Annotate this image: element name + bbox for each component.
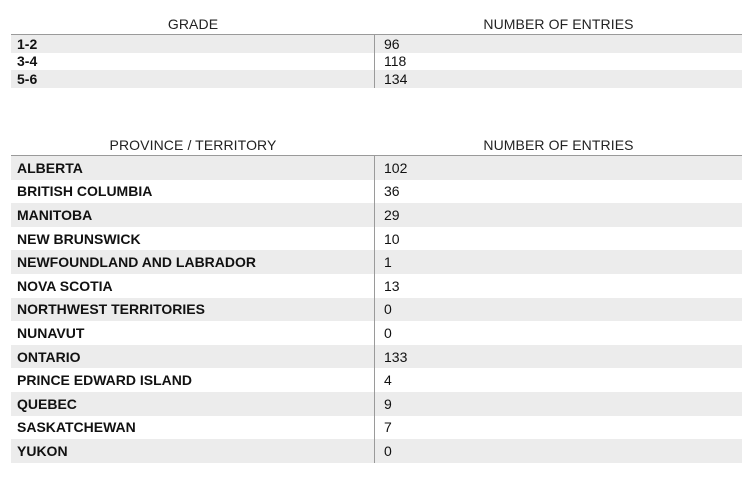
- table-row: [11, 345, 742, 369]
- table-row: [11, 274, 742, 298]
- table-row: [11, 227, 742, 251]
- row-value: 0: [384, 301, 392, 318]
- table-row: [11, 392, 742, 416]
- grade-table-header: [11, 13, 742, 35]
- table-row: [11, 298, 742, 322]
- row-value: 29: [384, 206, 400, 223]
- row-label: SASKATCHEWAN: [11, 416, 375, 440]
- table-row: [11, 250, 742, 274]
- row-label: NUNAVUT: [11, 321, 375, 345]
- row-value: 4: [384, 372, 392, 389]
- grade-column-header: GRADE: [167, 16, 219, 32]
- table-row: [11, 368, 742, 392]
- row-label: PRINCE EDWARD ISLAND: [11, 368, 375, 392]
- province-table: [11, 134, 742, 463]
- row-label: BRITISH COLUMBIA: [11, 180, 375, 204]
- row-value: 9: [384, 395, 392, 412]
- row-value: 133: [384, 348, 408, 365]
- table-row: [11, 416, 742, 440]
- row-label: 1-2: [11, 35, 375, 53]
- table-row: [11, 156, 742, 180]
- table-row: [11, 321, 742, 345]
- row-label: 5-6: [11, 70, 375, 88]
- table-row: [11, 203, 742, 227]
- row-value: 102: [384, 159, 408, 176]
- row-value: 0: [384, 442, 392, 459]
- row-value: 1: [384, 254, 392, 271]
- row-value: 36: [384, 183, 400, 200]
- table-row: [11, 53, 742, 71]
- row-value: 10: [384, 230, 400, 247]
- row-label: ALBERTA: [11, 156, 375, 180]
- row-value: 13: [384, 277, 400, 294]
- row-value: 7: [384, 419, 392, 436]
- row-value: 96: [384, 35, 400, 52]
- row-label: QUEBEC: [11, 392, 375, 416]
- province-table-header: [11, 134, 742, 156]
- table-row: [11, 70, 742, 88]
- row-label: 3-4: [11, 53, 375, 71]
- row-label: NORTHWEST TERRITORIES: [11, 298, 375, 322]
- grade-entries-column-header: NUMBER OF ENTRIES: [483, 16, 634, 32]
- row-label: NOVA SCOTIA: [11, 274, 375, 298]
- table-row: [11, 35, 742, 53]
- row-label: NEW BRUNSWICK: [11, 227, 375, 251]
- row-value: 134: [384, 70, 408, 87]
- row-label: MANITOBA: [11, 203, 375, 227]
- row-label: ONTARIO: [11, 345, 375, 369]
- row-label: NEWFOUNDLAND AND LABRADOR: [11, 250, 375, 274]
- table-row: [11, 439, 742, 463]
- row-value: 0: [384, 324, 392, 341]
- table-row: [11, 180, 742, 204]
- row-label: YUKON: [11, 439, 375, 463]
- province-entries-column-header: NUMBER OF ENTRIES: [483, 137, 634, 153]
- grade-table: [11, 13, 742, 88]
- row-value: 118: [384, 53, 407, 70]
- province-column-header: PROVINCE / TERRITORY: [109, 137, 277, 153]
